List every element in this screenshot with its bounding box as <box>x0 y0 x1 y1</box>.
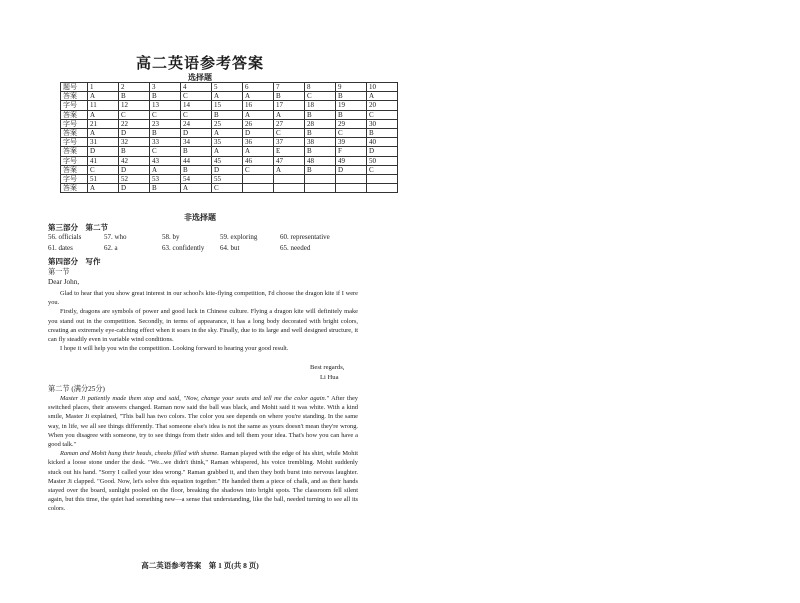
table-cell: B <box>181 147 212 156</box>
table-cell: 54 <box>181 174 212 183</box>
row-header: 答案 <box>61 184 88 193</box>
table-cell: 4 <box>181 83 212 92</box>
table-cell: 47 <box>274 156 305 165</box>
table-cell <box>274 174 305 183</box>
table-cell <box>336 174 367 183</box>
section2-heading: 第二节 (满分25分) <box>48 385 105 393</box>
row-header: 答案 <box>61 110 88 119</box>
table-row <box>61 138 398 147</box>
story-body <box>48 394 358 514</box>
story-text: After they switched places, their answers changed. Raman now said the ball was black, and Mohit said it was white. With a kind smile, Master Ji explained, "This ball has two colors. The color you see depends on where you're standing. In the same way, in life, we all see things differently. That someone else's idea is not the same as yours doesn't mean they're wrong. When you disagree with someone, try to see things from their sides and tell them your idea. That's how you can have a good talk." <box>48 395 358 449</box>
table-row <box>61 156 398 165</box>
story-opening-sentence: Raman and Mohit hung their heads, cheeks filled with shame. <box>60 450 219 458</box>
row-header: 答案 <box>61 128 88 137</box>
table-row <box>61 119 398 128</box>
table-cell: 1 <box>88 83 119 92</box>
part3-heading: 第三部分 第二节 <box>48 223 108 232</box>
table-cell: 3 <box>150 83 181 92</box>
table-cell: D <box>367 147 398 156</box>
table-cell: D <box>119 128 150 137</box>
table-cell: B <box>336 110 367 119</box>
table-cell: 40 <box>367 138 398 147</box>
table-cell: A <box>212 128 243 137</box>
table-row <box>61 92 398 101</box>
table-cell <box>243 184 274 193</box>
table-cell: 23 <box>150 119 181 128</box>
blank-answer: 62. a <box>104 244 118 252</box>
table-cell: C <box>88 165 119 174</box>
answer-table <box>60 82 398 193</box>
table-cell: 8 <box>305 83 336 92</box>
blank-answer: 57. who <box>104 233 127 241</box>
table-cell: 11 <box>88 101 119 110</box>
blank-answer: 65. needed <box>280 244 311 252</box>
page-footer: 高二英语参考答案 第 1 页(共 8 页) <box>141 561 259 570</box>
table-cell: 19 <box>336 101 367 110</box>
table-cell <box>367 174 398 183</box>
row-header: 答案 <box>61 147 88 156</box>
table-cell: 51 <box>88 174 119 183</box>
table-cell: B <box>305 147 336 156</box>
row-header: 字号 <box>61 119 88 128</box>
table-cell: B <box>150 128 181 137</box>
table-cell: D <box>243 128 274 137</box>
blank-answer: 56. officials <box>48 233 82 241</box>
table-cell: 6 <box>243 83 274 92</box>
table-cell: B <box>336 92 367 101</box>
section1-heading: 第一节 <box>48 268 70 276</box>
letter-greeting: Dear John, <box>48 278 80 286</box>
table-cell: A <box>150 165 181 174</box>
row-header: 字号 <box>61 101 88 110</box>
table-cell: 36 <box>243 138 274 147</box>
table-cell: 2 <box>119 83 150 92</box>
table-cell: 15 <box>212 101 243 110</box>
table-cell: 41 <box>88 156 119 165</box>
blank-answer: 60. representative <box>280 233 330 241</box>
table-row <box>61 101 398 110</box>
story-opening-sentence: Master Ji patiently made them stop and said, "Now, change your seats and tell me the color again." <box>60 395 329 402</box>
table-row <box>61 128 398 137</box>
row-header: 题号 <box>61 83 88 92</box>
table-cell: 35 <box>212 138 243 147</box>
table-cell: 5 <box>212 83 243 92</box>
table-row <box>61 83 398 92</box>
table-cell: 31 <box>88 138 119 147</box>
part4-heading: 第四部分 写作 <box>48 257 101 266</box>
table-cell: 46 <box>243 156 274 165</box>
table-cell: D <box>181 128 212 137</box>
table-cell: A <box>88 110 119 119</box>
table-cell <box>305 174 336 183</box>
table-cell: C <box>305 92 336 101</box>
story-paragraph <box>48 394 358 449</box>
table-cell: C <box>367 165 398 174</box>
table-row <box>61 184 398 193</box>
table-cell: C <box>181 110 212 119</box>
table-cell: 32 <box>119 138 150 147</box>
row-header: 答案 <box>61 165 88 174</box>
table-cell: F <box>336 147 367 156</box>
blank-answer: 61. dates <box>48 244 73 252</box>
table-row <box>61 110 398 119</box>
table-cell: A <box>274 110 305 119</box>
table-cell: B <box>150 184 181 193</box>
table-cell: D <box>88 147 119 156</box>
table-cell: 13 <box>150 101 181 110</box>
table-cell: 21 <box>88 119 119 128</box>
table-cell: 34 <box>181 138 212 147</box>
blank-answer: 64. but <box>220 244 240 252</box>
table-cell <box>274 184 305 193</box>
table-cell: 42 <box>119 156 150 165</box>
table-cell: A <box>88 184 119 193</box>
table-cell: C <box>212 184 243 193</box>
table-cell: 29 <box>336 119 367 128</box>
table-cell: B <box>181 165 212 174</box>
table-cell: 14 <box>181 101 212 110</box>
table-cell: A <box>243 92 274 101</box>
table-cell: 27 <box>274 119 305 128</box>
table-cell: C <box>243 165 274 174</box>
table-cell: 45 <box>212 156 243 165</box>
table-cell: A <box>181 184 212 193</box>
table-row <box>61 165 398 174</box>
table-cell: 12 <box>119 101 150 110</box>
table-cell: 9 <box>336 83 367 92</box>
table-cell: C <box>367 110 398 119</box>
letter-closing: Best regards, <box>310 364 345 371</box>
table-cell: 37 <box>274 138 305 147</box>
table-cell: 10 <box>367 83 398 92</box>
row-header: 答案 <box>61 92 88 101</box>
row-header: 字号 <box>61 138 88 147</box>
table-cell: 25 <box>212 119 243 128</box>
letter-paragraph: Firstly, dragons are symbols of power and good luck in Chinese culture. Flying a dragon kite will definitely make you stand out in the competition. Secondly, in terms of appearance, it has a long body decorated with bright colors, creating an extremely eye-catching effect when it soars in the sky. Finally, due to its large and well designed structure, it can fly steadily even in variable wind conditions. <box>48 308 358 344</box>
table-cell: A <box>88 128 119 137</box>
table-cell: B <box>150 92 181 101</box>
table-cell: 24 <box>181 119 212 128</box>
table-cell: E <box>274 147 305 156</box>
row-header: 字号 <box>61 156 88 165</box>
page-title: 高二英语参考答案 <box>135 56 264 72</box>
table-cell: C <box>150 110 181 119</box>
table-cell: A <box>367 92 398 101</box>
letter-paragraph: Glad to hear that you show great interest in our school's kite-flying competition, I'd choose the dragon kite if I were you. <box>48 290 358 307</box>
letter-paragraph: I hope it will help you win the competition. Looking forward to hearing your good result. <box>60 345 289 353</box>
table-cell: 7 <box>274 83 305 92</box>
story-text: Raman played with the edge of his shirt, while Mohit kicked a loose stone under the desk. "We...we didn't think," Raman whispered, his voice trembling. Mohit suddenly stuck out his hand. "Sorry I called your idea wrong." Raman grabbed it, and then they both burst into nervous laughter. Master Ji clapped. "Good. Now, let's solve this equation together." He handed them a piece of chalk, and as their hands stayed over the board, sunlight pooled on the floor, breaking the shadows into bright spots. The classroom fell silent again, but this time, the quiet had something new—a sense that understanding, like the ball, needed turning to see all its colors. <box>48 450 358 513</box>
table-cell: 49 <box>336 156 367 165</box>
table-cell: 30 <box>367 119 398 128</box>
table-cell: A <box>88 92 119 101</box>
table-cell: A <box>212 147 243 156</box>
choice-heading: 选择题 <box>188 73 212 82</box>
table-cell: C <box>119 110 150 119</box>
table-cell: B <box>305 128 336 137</box>
table-cell: D <box>119 184 150 193</box>
letter-body <box>48 289 358 353</box>
table-cell: 28 <box>305 119 336 128</box>
table-cell: B <box>119 92 150 101</box>
table-cell: B <box>212 110 243 119</box>
table-cell: 52 <box>119 174 150 183</box>
table-cell: A <box>243 110 274 119</box>
table-cell: A <box>274 165 305 174</box>
table-row <box>61 174 398 183</box>
table-cell <box>243 174 274 183</box>
table-cell: B <box>305 110 336 119</box>
table-cell: A <box>212 92 243 101</box>
table-cell: 16 <box>243 101 274 110</box>
table-cell: D <box>336 165 367 174</box>
story-paragraph <box>48 449 358 513</box>
table-cell: 55 <box>212 174 243 183</box>
table-cell: 48 <box>305 156 336 165</box>
table-cell: 20 <box>367 101 398 110</box>
blank-answer: 63. confidently <box>162 244 205 252</box>
nonchoice-heading: 非选择题 <box>184 213 216 222</box>
table-cell: D <box>212 165 243 174</box>
table-cell: B <box>305 165 336 174</box>
table-cell: 38 <box>305 138 336 147</box>
blank-answer: 59. exploring <box>220 233 258 241</box>
table-cell <box>367 184 398 193</box>
table-cell: 43 <box>150 156 181 165</box>
table-row <box>61 147 398 156</box>
table-cell <box>305 184 336 193</box>
table-cell: C <box>336 128 367 137</box>
table-cell: 22 <box>119 119 150 128</box>
table-cell: B <box>119 147 150 156</box>
table-cell: 53 <box>150 174 181 183</box>
table-cell: C <box>181 92 212 101</box>
table-cell: D <box>119 165 150 174</box>
table-cell: A <box>243 147 274 156</box>
letter-signature: Li Hua <box>320 374 339 381</box>
table-cell <box>336 184 367 193</box>
row-header: 字号 <box>61 174 88 183</box>
table-cell: 26 <box>243 119 274 128</box>
table-cell: 39 <box>336 138 367 147</box>
table-cell: 33 <box>150 138 181 147</box>
table-cell: 17 <box>274 101 305 110</box>
table-cell: 18 <box>305 101 336 110</box>
table-cell: C <box>150 147 181 156</box>
table-cell: B <box>367 128 398 137</box>
table-cell: 50 <box>367 156 398 165</box>
blank-answer: 58. by <box>162 233 180 241</box>
table-cell: B <box>274 92 305 101</box>
table-cell: 44 <box>181 156 212 165</box>
table-cell: C <box>274 128 305 137</box>
